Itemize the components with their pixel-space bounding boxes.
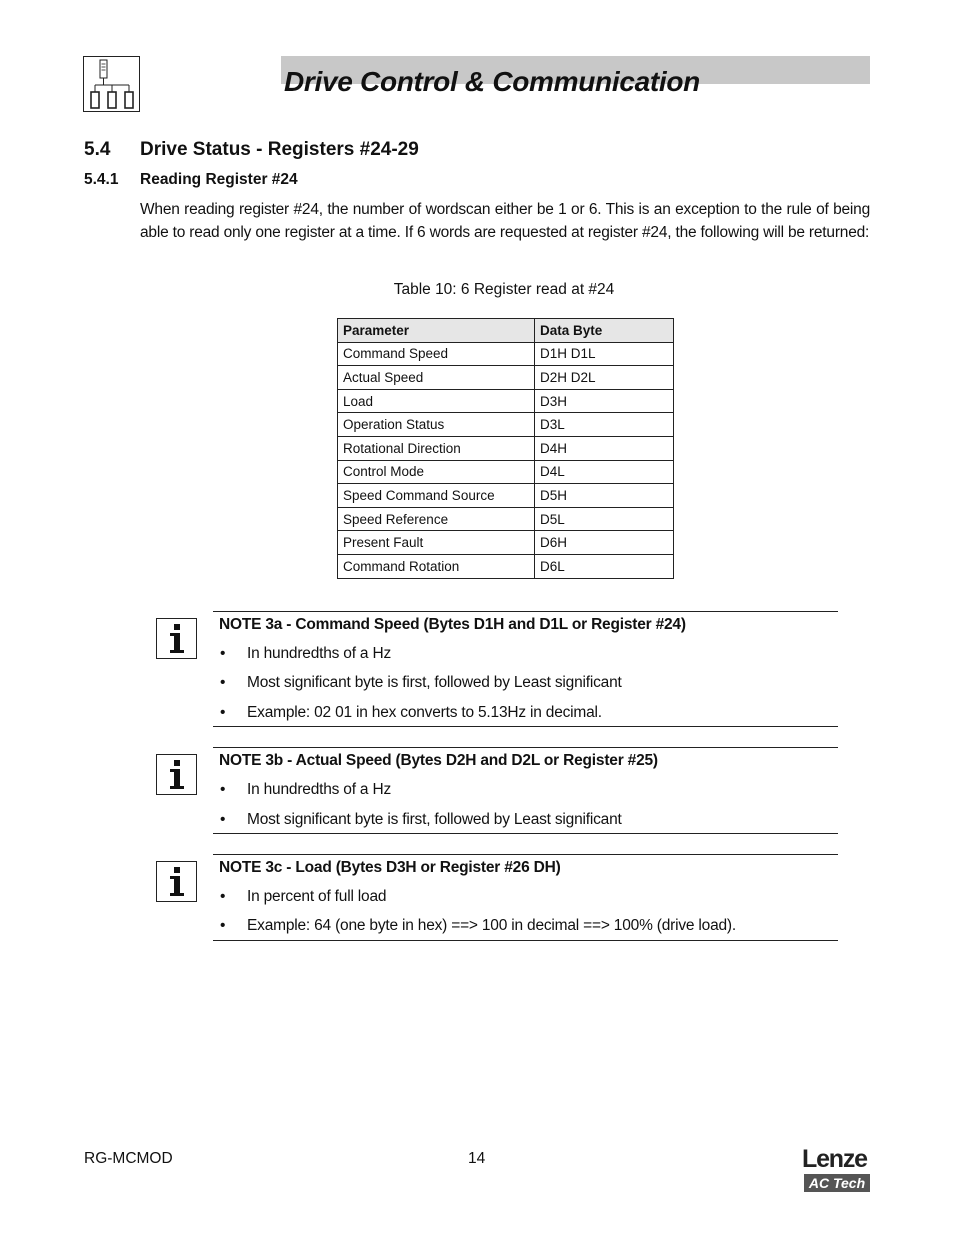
data-byte-cell: D6H [535, 531, 674, 555]
parameter-cell: Operation Status [338, 413, 535, 437]
data-byte-cell: D2H D2L [535, 366, 674, 390]
body-paragraph: When reading register #24, the number of wordscan either be 1 or 6. This is an exception to the rule of being able to read only one register at a time. If 6 words are requested at register #24, the following will be returned: [140, 201, 870, 241]
table-row [338, 484, 674, 508]
data-byte-cell: D4L [535, 460, 674, 484]
table-row [338, 460, 674, 484]
data-byte-cell: D3L [535, 413, 674, 437]
table-row [338, 436, 674, 460]
bullet-icon: • [220, 781, 226, 798]
bullet-icon: • [220, 811, 226, 828]
bullet-icon: • [220, 888, 226, 905]
table-row [338, 554, 674, 578]
data-byte-cell: D5H [535, 484, 674, 508]
parameter-cell: Load [338, 389, 535, 413]
data-byte-cell: D5L [535, 507, 674, 531]
note-top-rule [213, 747, 838, 748]
note-bullet: In percent of full load [247, 888, 387, 905]
info-icon [156, 861, 197, 902]
info-icon [156, 754, 197, 795]
parameter-cell: Speed Command Source [338, 484, 535, 508]
parameter-cell: Command Speed [338, 342, 535, 366]
table-row [338, 389, 674, 413]
note-top-rule [213, 854, 838, 855]
table-header-row [338, 319, 674, 343]
column-header-data-byte: Data Byte [535, 319, 674, 343]
note-bottom-rule [213, 833, 838, 834]
doc-code: RG-MCMOD [84, 1150, 173, 1167]
network-diagram-icon [83, 56, 140, 112]
info-icon [156, 618, 197, 659]
column-header-parameter: Parameter [338, 319, 535, 343]
bullet-icon: • [220, 917, 226, 934]
table-row [338, 413, 674, 437]
note-bullet: Example: 64 (one byte in hex) ==> 100 in decimal ==> 100% (drive load). [247, 917, 736, 934]
brand-logo-name: Lenze [802, 1145, 867, 1173]
note-title: NOTE 3b - Actual Speed (Bytes D2H and D2L or Register #25) [219, 752, 658, 769]
note-top-rule [213, 611, 838, 612]
brand-logo-sub: AC Tech [804, 1174, 870, 1192]
table-row [338, 507, 674, 531]
page-number: 14 [468, 1150, 486, 1167]
parameter-cell: Present Fault [338, 531, 535, 555]
bullet-icon: • [220, 645, 226, 662]
parameter-cell: Control Mode [338, 460, 535, 484]
parameter-cell: Rotational Direction [338, 436, 535, 460]
parameter-cell: Speed Reference [338, 507, 535, 531]
parameter-cell: Command Rotation [338, 554, 535, 578]
note-bullet: Most significant byte is first, followed by Least significant [247, 674, 622, 691]
page-title: Drive Control & Communication [284, 66, 700, 97]
note-bullet: In hundredths of a Hz [247, 781, 392, 798]
note-bullet: Most significant byte is first, followed by Least significant [247, 811, 622, 828]
register-table [337, 318, 674, 579]
note-bottom-rule [213, 726, 838, 727]
data-byte-cell: D3H [535, 389, 674, 413]
note-title: NOTE 3a - Command Speed (Bytes D1H and D1L or Register #24) [219, 616, 686, 633]
table-row [338, 366, 674, 390]
data-byte-cell: D6L [535, 554, 674, 578]
bullet-icon: • [220, 704, 226, 721]
section-number: 5.4 [84, 139, 111, 160]
note-bottom-rule [213, 940, 838, 941]
note-bullet: In hundredths of a Hz [247, 645, 392, 662]
table-row [338, 531, 674, 555]
subsection-title: Reading Register #24 [140, 171, 298, 188]
data-byte-cell: D1H D1L [535, 342, 674, 366]
parameter-cell: Actual Speed [338, 366, 535, 390]
bullet-icon: • [220, 674, 226, 691]
section-title: Drive Status - Registers #24-29 [140, 139, 419, 160]
table-caption: Table 10: 6 Register read at #24 [393, 281, 615, 298]
note-bullet: Example: 02 01 in hex converts to 5.13Hz in decimal. [247, 704, 602, 721]
table-row [338, 342, 674, 366]
subsection-number: 5.4.1 [84, 171, 119, 188]
note-title: NOTE 3c - Load (Bytes D3H or Register #26 DH) [219, 859, 561, 876]
data-byte-cell: D4H [535, 436, 674, 460]
